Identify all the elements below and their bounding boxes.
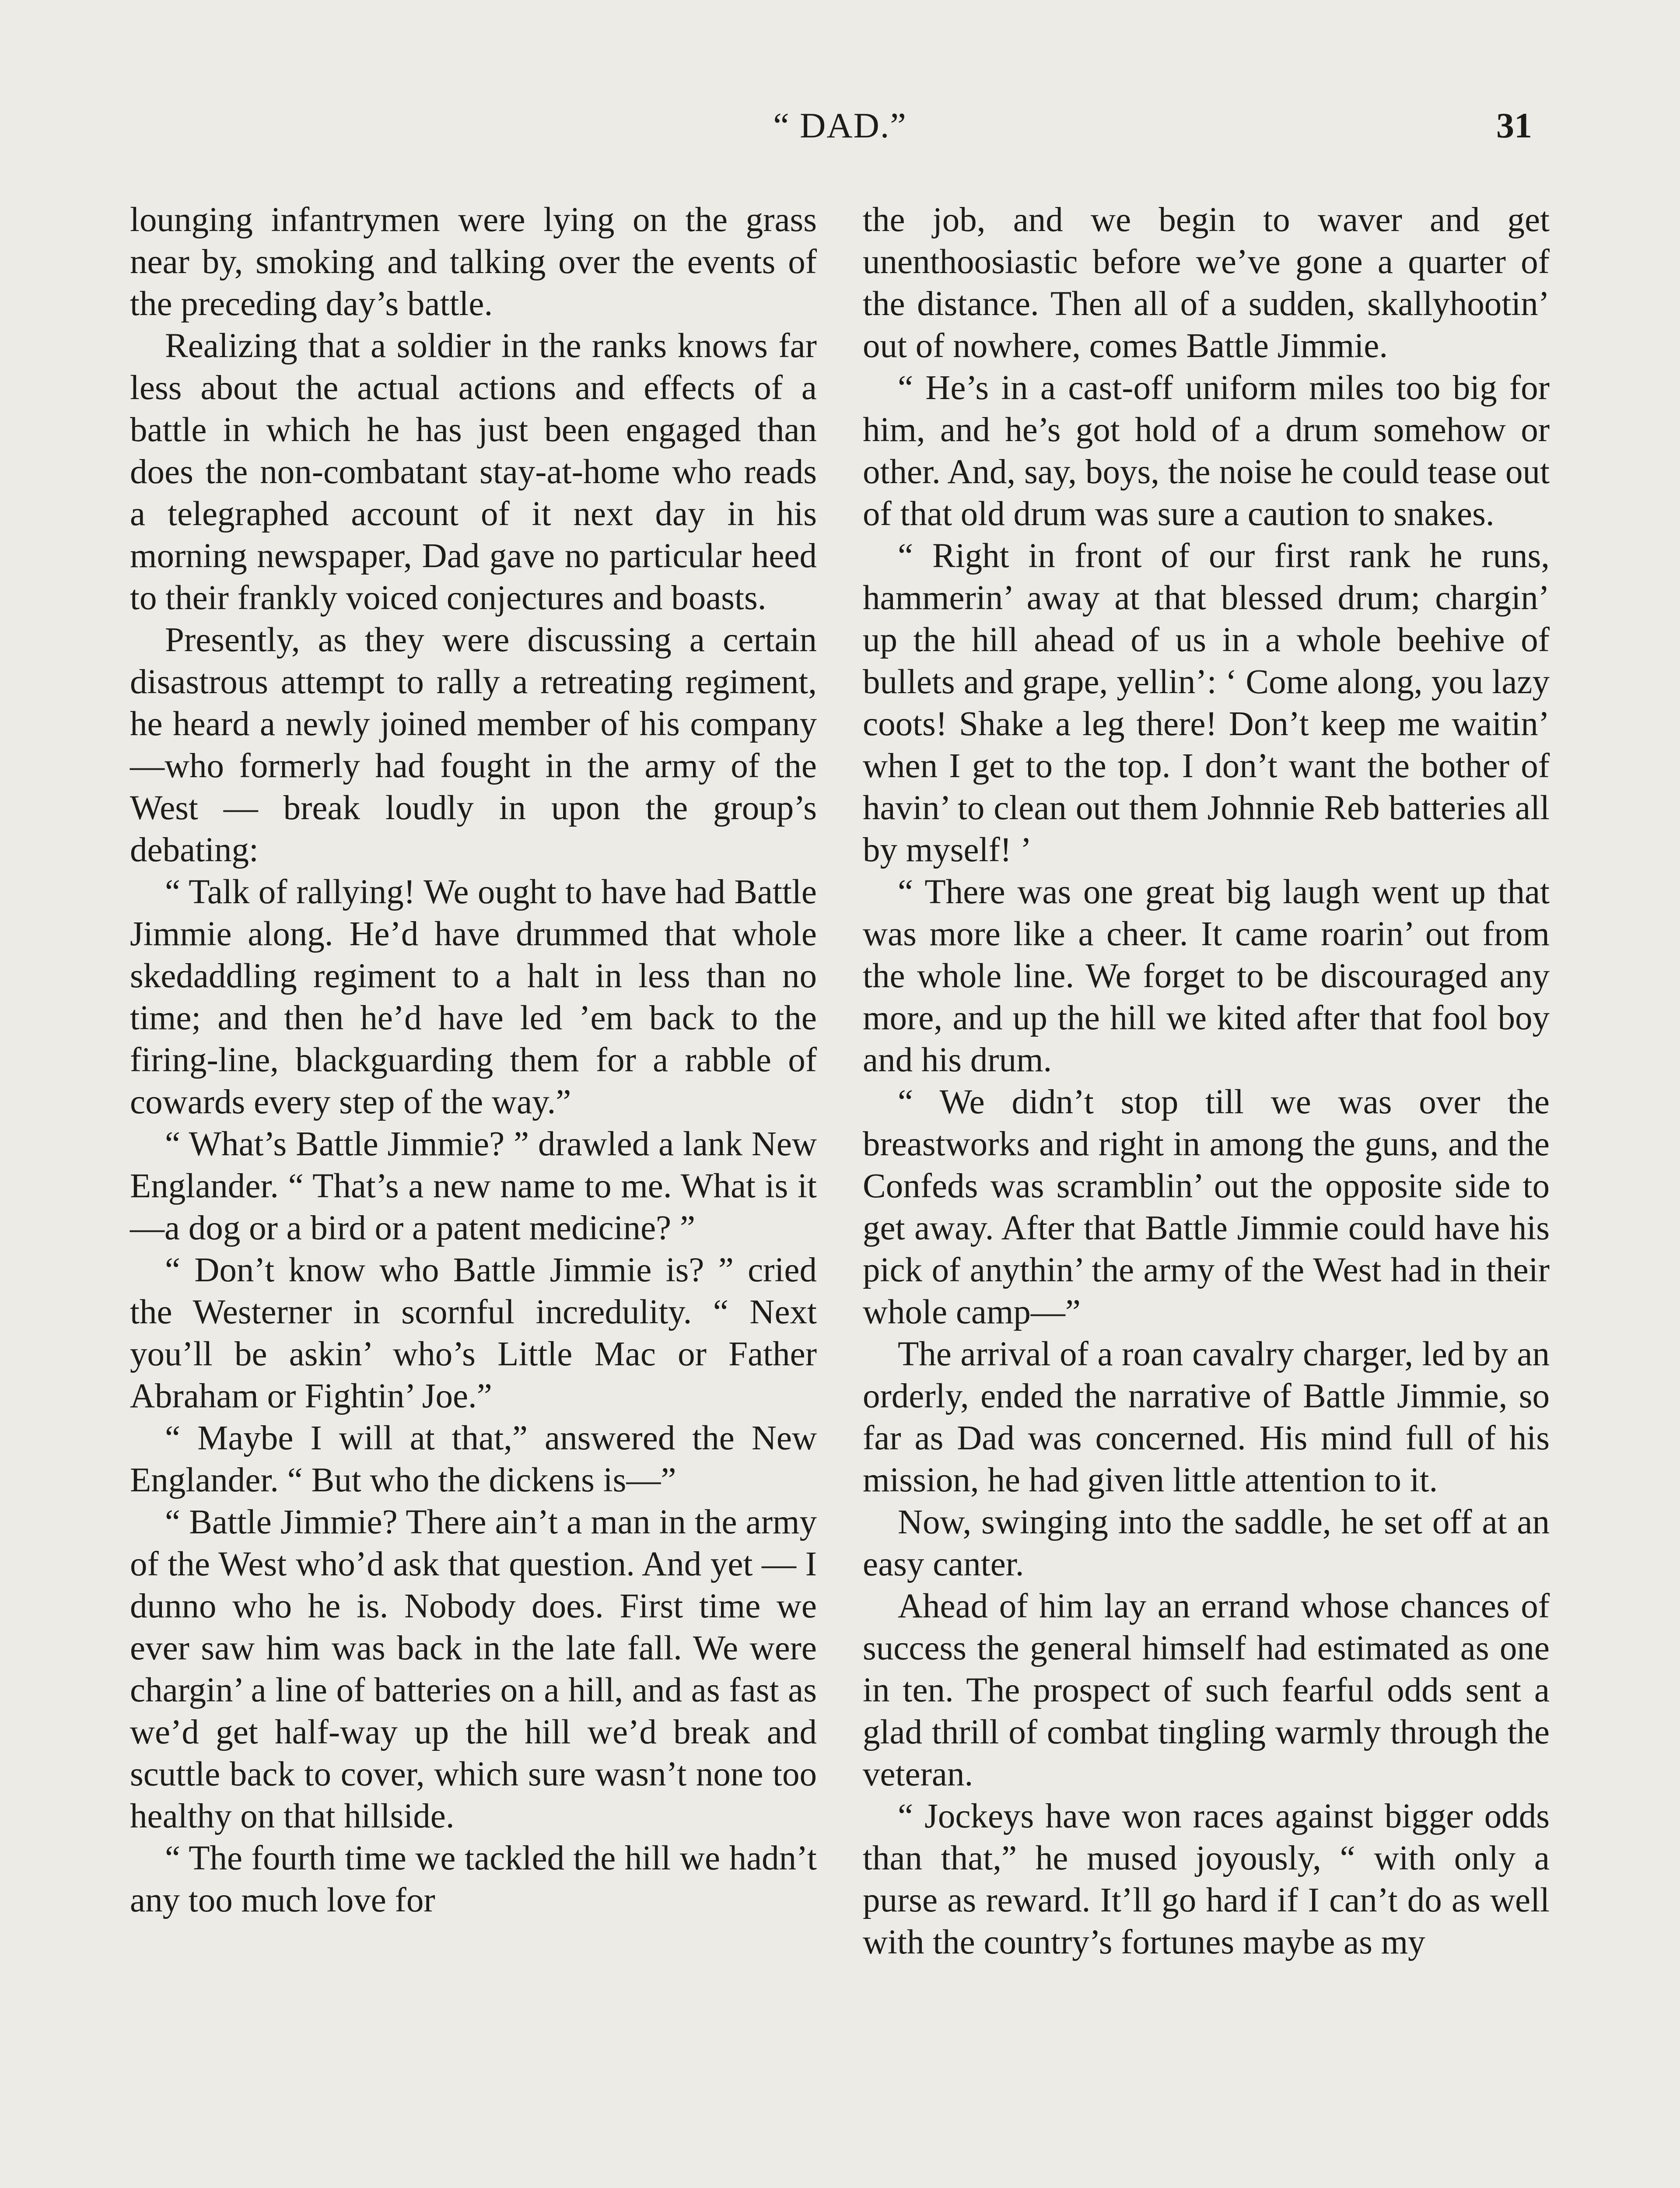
paragraph: “ We didn’t stop till we was over the breastworks and right in among the guns, and the Confeds was scramblin’ out the opposite side to get away. After that Battle Jimmie could have his pick of anythin’ the army of the West had in their whole camp—” bbox=[863, 1083, 1550, 1331]
paragraph: “ He’s in a cast-off uniform miles too big for him, and he’s got hold of a drum somehow or other. And, say, boys, the noise he could tease out of that old drum was sure a caution to snakes. bbox=[863, 369, 1550, 533]
paragraph: Now, swinging into the saddle, he set off at an easy canter. bbox=[863, 1503, 1550, 1583]
paragraph: “ Talk of rallying! We ought to have had Battle Jimmie along. He’d have drummed that whole skedaddling regiment to a halt in less than no time; and then he’d have led ’em back to the firing-line, blackguarding them for a rabble of cowards every step of the way.” bbox=[130, 873, 817, 1121]
paragraph: Presently, as they were discussing a certain disastrous attempt to rally a retreating regiment, he heard a newly joined member of his company—who formerly had fought in the army of the West — break loudly in upon the group’s debating: bbox=[130, 621, 817, 869]
paragraph: “ Maybe I will at that,” answered the New Englander. “ But who the dickens is—” bbox=[130, 1419, 817, 1499]
paragraph: “ There was one great big laugh went up that was more like a cheer. It came roarin’ out from the whole line. We forget to be discouraged any more, and up the hill we kited after that fool boy and his drum. bbox=[863, 873, 1550, 1079]
paragraph: “ Jockeys have won races against bigger odds than that,” he mused joyously, “ with only a purse as reward. It’ll go hard if I can’t do as well with the country’s fortunes maybe as my bbox=[863, 1797, 1550, 1961]
right-column bbox=[863, 199, 1550, 1964]
paragraph: Realizing that a soldier in the ranks knows far less about the actual actions and effects of a battle in which he has just been engaged than does the non-combatant stay-at-home who reads a telegraphed account of it next day in his morning newspaper, Dad gave no particular heed to their frankly voiced conjectures and boasts. bbox=[130, 327, 817, 617]
paragraph: the job, and we begin to waver and get unenthoosiastic before we’ve gone a quarter of the distance. Then all of a sudden, skallyhootin’ out of nowhere, comes Battle Jimmie. bbox=[863, 201, 1550, 365]
page-number: 31 bbox=[1496, 105, 1532, 145]
paragraph: “ The fourth time we tackled the hill we hadn’t any too much love for bbox=[130, 1839, 817, 1919]
paragraph: Ahead of him lay an errand whose chances of success the general himself had estimated as one in ten. The prospect of such fearful odds sent a glad thrill of combat tingling warmly through the veteran. bbox=[863, 1587, 1550, 1793]
paragraph: “ Don’t know who Battle Jimmie is? ” cried the Westerner in scornful incredulity. “ Next you’ll be askin’ who’s Little Mac or Father Abraham or Fightin’ Joe.” bbox=[130, 1251, 817, 1415]
paragraph: “ Right in front of our first rank he runs, hammerin’ away at that blessed drum; chargin’ up the hill ahead of us in a whole beehive of bullets and grape, yellin’: ‘ Come along, you lazy coots! Shake a leg there! Don’t keep me waitin’ when I get to the top. I don’t want the bother of havin’ to clean out them Johnnie Reb batteries all by myself! ’ bbox=[863, 537, 1550, 869]
running-title: “ DAD.” bbox=[773, 105, 907, 145]
paragraph: “ Battle Jimmie? There ain’t a man in the army of the West who’d ask that question. And yet — I dunno who he is. Nobody does. First time we ever saw him was back in the late fall. We were chargin’ a line of batteries on a hill, and as fast as we’d get half-way up the hill we’d break and scuttle back to cover, which sure wasn’t none too healthy on that hillside. bbox=[130, 1503, 817, 1835]
left-column bbox=[130, 199, 817, 1922]
paragraph: lounging infantrymen were lying on the grass near by, smoking and talking over the events of the preceding day’s battle. bbox=[130, 201, 817, 323]
paragraph: “ What’s Battle Jimmie? ” drawled a lank New Englander. “ That’s a new name to me. What is it—a dog or a bird or a patent medicine? ” bbox=[130, 1125, 817, 1247]
paragraph: The arrival of a roan cavalry charger, led by an orderly, ended the narrative of Battle Jimmie, so far as Dad was concerned. His mind full of his mission, he had given little attention to it. bbox=[863, 1335, 1550, 1499]
